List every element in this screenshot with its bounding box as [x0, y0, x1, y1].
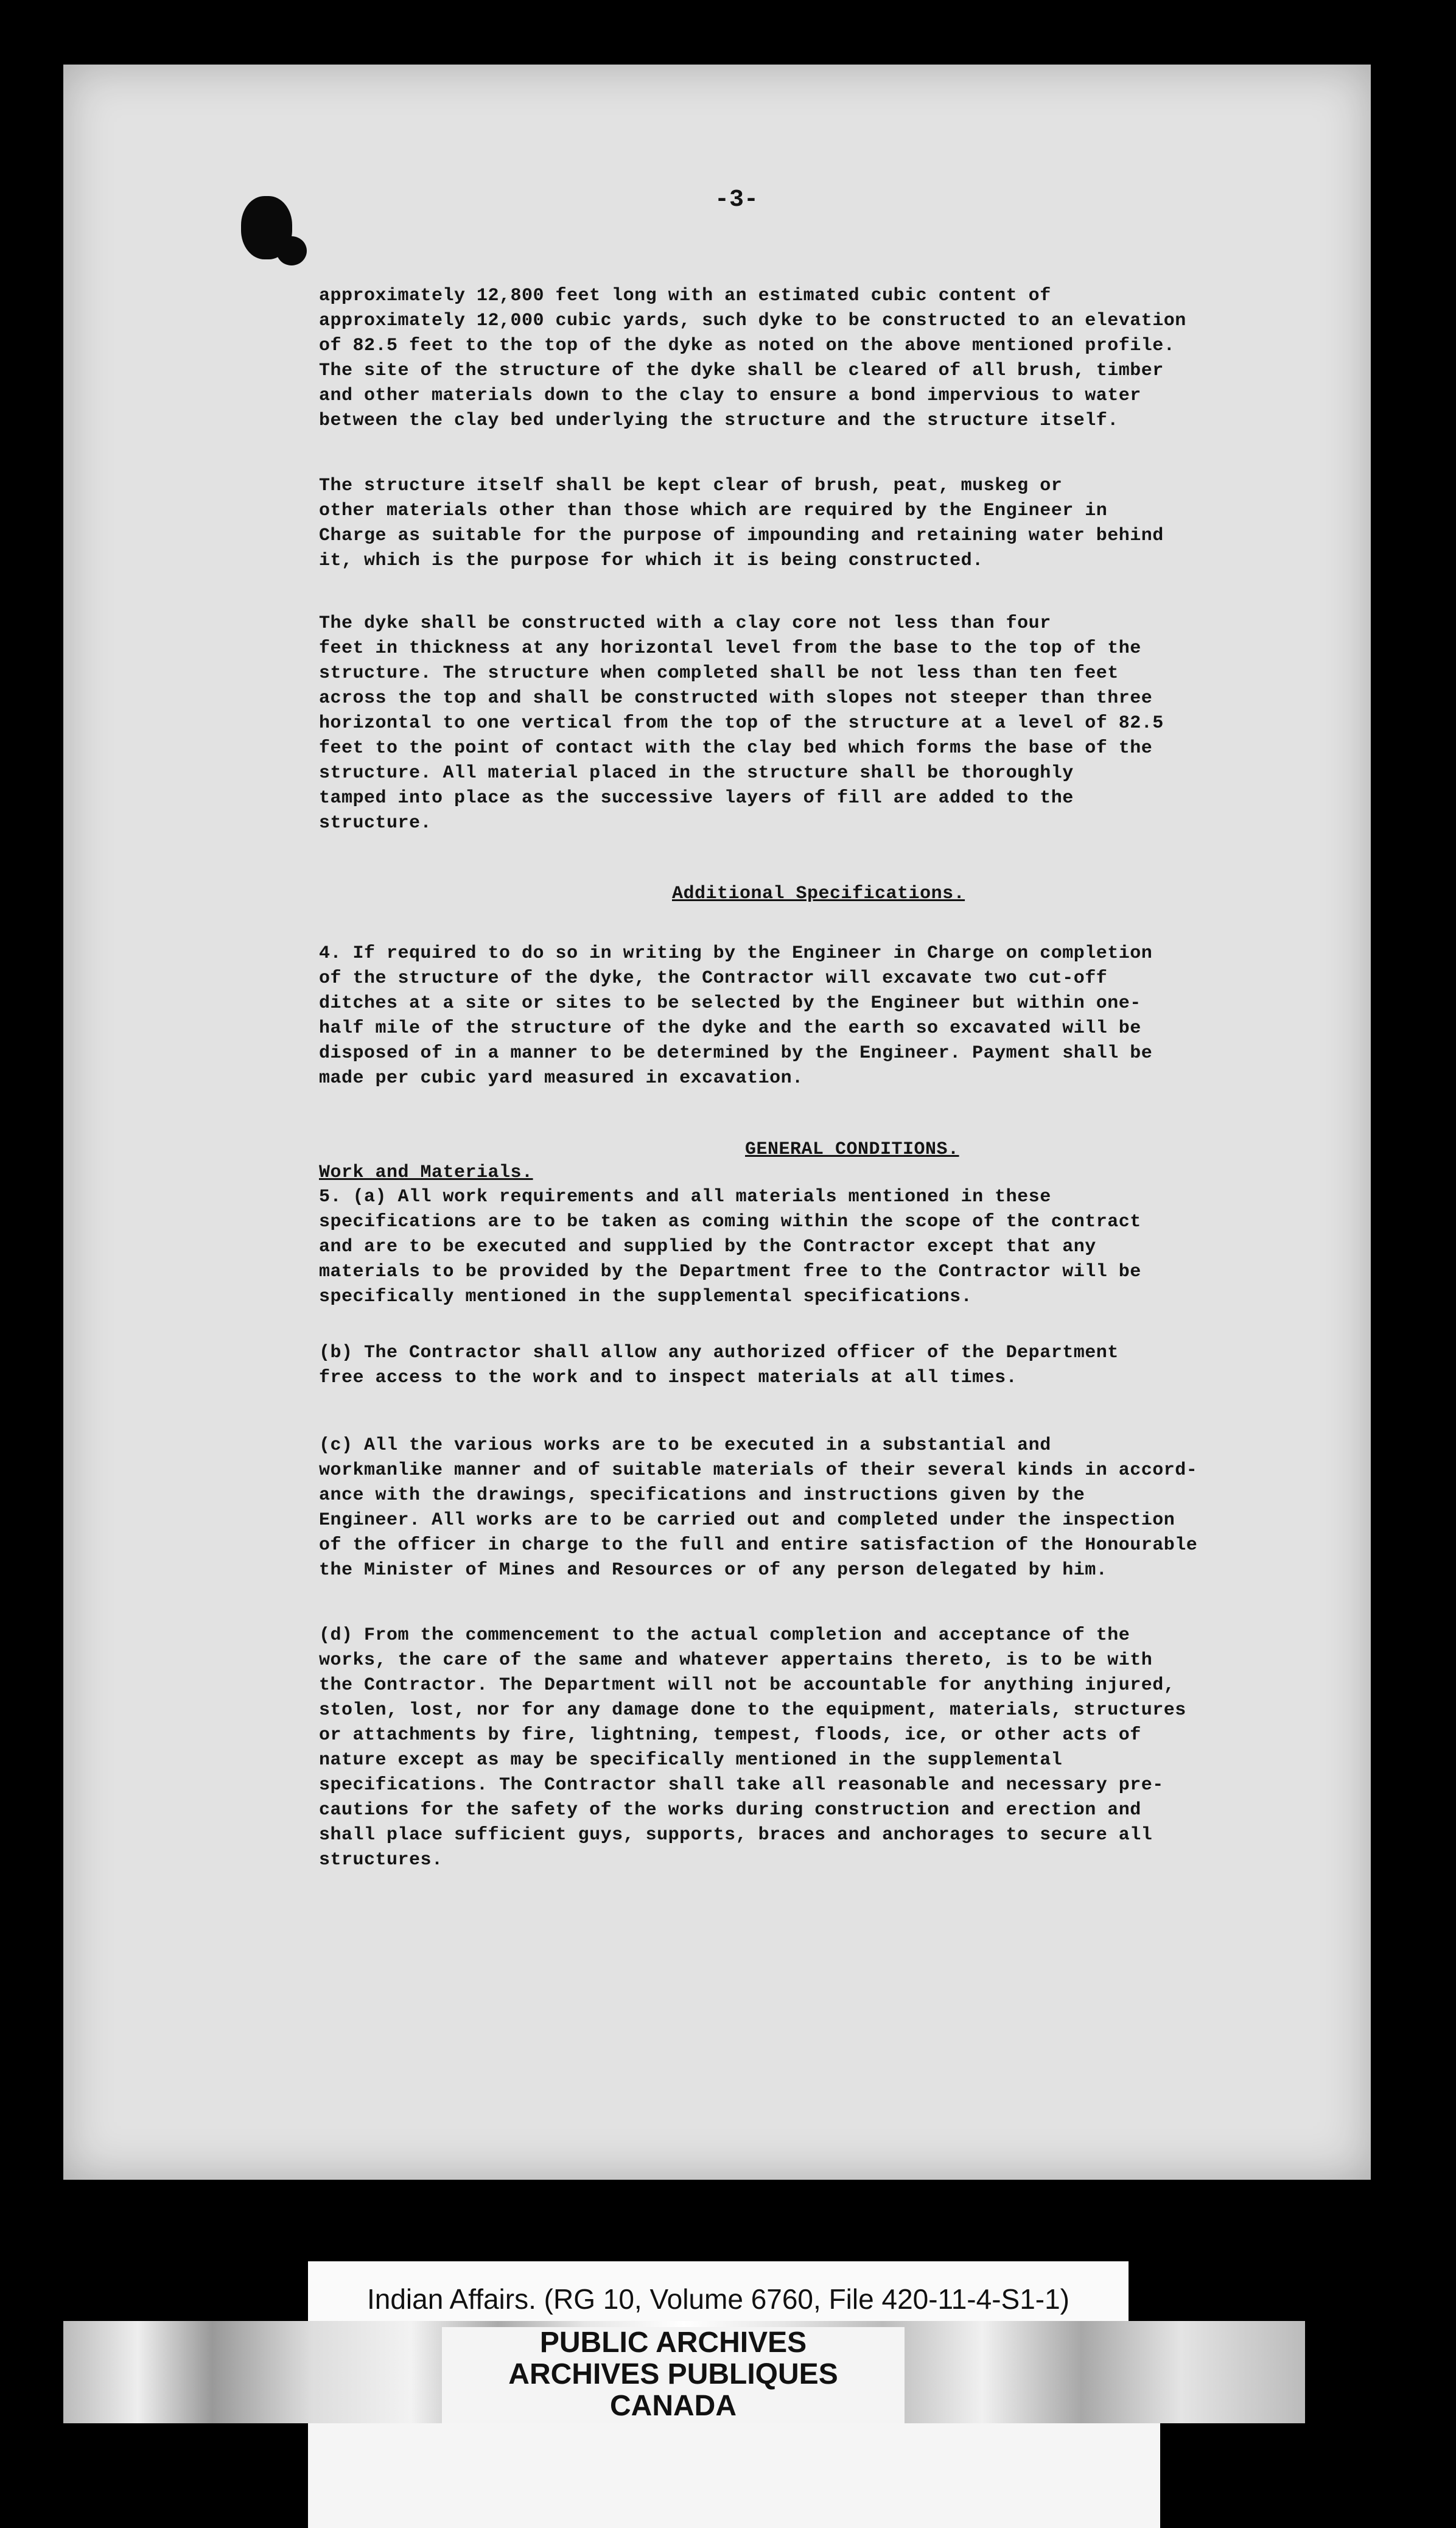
bottom-margin	[308, 2423, 1160, 2528]
stamp-line-1: PUBLIC ARCHIVES	[539, 2326, 807, 2359]
general-conditions-heading: GENERAL CONDITIONS.	[745, 1139, 959, 1160]
archive-reference-label: Indian Affairs. (RG 10, Volume 6760, File 420-11-4-S1-1)	[308, 2261, 1129, 2337]
archives-stamp	[442, 2327, 905, 2424]
document-page	[63, 65, 1371, 2180]
paragraph-5c: (c) All the various works are to be executed in a substantial and workmanlike manner and of suitable materials of their several kinds in accord- ance with the drawings, specifications and instructions given by the Engineer. All works are to be carried out and completed under the inspection of the officer in charge to the full and entire satisfaction of the Honourable the Minister of Mines and Resources or of any person delegated by him.	[319, 1435, 1198, 1581]
paragraph-2: The structure itself shall be kept clear of brush, peat, muskeg or other materials other than those which are required by the Engineer in Charge as suitable for the purpose of impounding and retaining water behind it, which is the purpose for which it is being constructed.	[319, 476, 1164, 571]
punch-hole-shadow	[276, 236, 307, 265]
paragraph-4: 4. If required to do so in writing by the Engineer in Charge on completion of the structure of the dyke, the Contractor will excavate two cut-off ditches at a site or sites to be selected by the Engineer but within one- half mile of the structure of the dyke and the earth so excavated will be disposed of in a manner to be determined by the Engineer. Payment shall be made per cubic yard measured in excavation.	[319, 943, 1153, 1089]
work-and-materials-heading: Work and Materials.	[319, 1162, 533, 1183]
stamp-line-2: ARCHIVES PUBLIQUES	[508, 2358, 838, 2390]
additional-specifications-heading: Additional Specifications.	[672, 883, 965, 904]
stamp-line-3: CANADA	[610, 2390, 737, 2422]
paragraph-1: approximately 12,800 feet long with an estimated cubic content of approximately 12,000 cubic yards, such dyke to be constructed to an elevation of 82.5 feet to the top of the dyke as noted on the above mentioned profile. The site of the structure of the dyke shall be cleared of all brush, timber and other materials down to the clay to ensure a bond impervious to water between the clay bed underlying the structure and the structure itself.	[319, 286, 1186, 431]
paragraph-3: The dyke shall be constructed with a clay core not less than four feet in thickness at any horizontal level from the base to the top of the structure. The structure when completed shall be not less than ten feet across the top and shall be constructed with slopes not steeper than three horizontal to one vertical from the top of the structure at a level of 82.5 feet to the point of contact with the clay bed which forms the base of the structure. All material placed in the structure shall be thoroughly tamped into place as the successive layers of fill are added to the structure.	[319, 613, 1164, 834]
paragraph-5a: 5. (a) All work requirements and all materials mentioned in these specifications are to be taken as coming within the scope of the contract and are to be executed and supplied by the Contractor except that any materials to be provided by the Department free to the Contractor will be specifically mentioned in the supplemental specifications.	[319, 1187, 1141, 1307]
paragraph-5d: (d) From the commencement to the actual completion and acceptance of the works, the care of the same and whatever appertains thereto, is to be with the Contractor. The Department will not be accountable for anything injured, stolen, lost, nor for any damage done to the equipment, materials, structures or attachments by fire, lightning, tempest, floods, ice, or other acts of nature except as may be specifically mentioned in the supplemental specifications. The Contractor shall take all reasonable and necessary pre- cautions for the safety of the works during construction and erection and shall place sufficient guys, supports, braces and anchorages to secure all structures.	[319, 1625, 1186, 1870]
page-number: -3-	[715, 186, 759, 214]
paragraph-5b: (b) The Contractor shall allow any authorized officer of the Department free access to the work and to inspect materials at all times.	[319, 1343, 1119, 1388]
